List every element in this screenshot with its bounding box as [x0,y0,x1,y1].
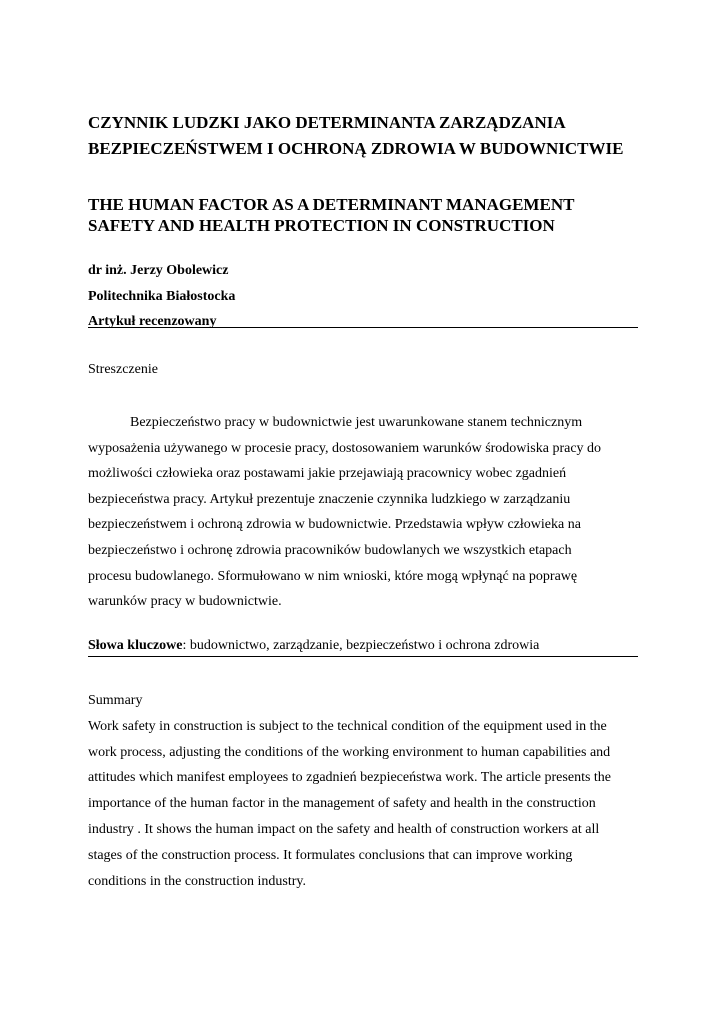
abstract-heading: Streszczenie [88,362,158,377]
summary-line: work process, adjusting the conditions of the working environment to human capabilities and [88,744,611,760]
summary-heading: Summary [88,693,143,708]
author-name: dr inż. Jerzy Obolewicz [88,263,229,278]
keywords-text: : budownictwo, zarządzanie, bezpieczeństwo i ochrona zdrowia [182,638,540,653]
abstract-line: Bezpieczeństwo pracy w budownictwie jest uwarunkowane stanem technicznym [130,415,583,430]
author-affiliation: Politechnika Białostocka [88,288,236,304]
title-polish-line-1: CZYNNIK LUDZKI JAKO DETERMINANTA ZARZĄDZANIA [88,113,566,132]
summary-body [88,688,648,894]
summary-line: importance of the human factor in the management of safety and health in the construction [88,796,596,812]
abstract-line: możliwości człowieka oraz postawami jakie przejawiają pracownicy wobec zgadnień [88,466,567,482]
summary-line: Work safety in construction is subject to the technical condition of the equipment used in the [88,718,607,734]
title-polish [88,110,648,162]
keywords [88,636,539,656]
abstract-line: warunków pracy w budownictwie. [88,594,282,610]
title-polish-line-2: BEZPIECZEŃSTWEM I OCHRONĄ ZDROWIA W BUDOWNICTWIE [88,139,624,158]
title-english-line-2: SAFETY AND HEALTH PROTECTION IN CONSTRUCTION [88,216,555,235]
abstract-line: bezpieczeństwem i ochroną zdrowia w budownictwie. Przedstawia wpływ człowieka na [88,517,581,533]
abstract-line: bezpieceństwa pracy. Artykuł prezentuje znaczenie czynnika ludzkiego w zarządzaniu [88,491,571,507]
summary-line: industry . It shows the human impact on the safety and health of construction workers at all [88,821,600,837]
title-english-line-1: THE HUMAN FACTOR AS A DETERMINANT MANAGEMENT [88,195,575,214]
summary-line: conditions in the construction industry. [88,873,307,889]
abstract-line: wyposażenia używanego w procesie pracy, dostosowaniem warunków środowiska pracy do [88,440,602,456]
abstract-line: bezpieczeństwo i ochronę zdrowia pracowników budowlanych we wszystkich etapach [88,542,572,558]
article-type: Artykuł recenzowany [88,314,217,329]
author-block [88,258,638,335]
abstract-body [88,410,648,615]
header-divider [88,327,638,328]
abstract-line: procesu budowlanego. Sformułowano w nim wnioski, które mogą wpłynąć na poprawę [88,568,578,584]
title-english [88,194,648,236]
keywords-label: Słowa kluczowe [88,638,183,653]
summary-line: stages of the construction process. It formulates conclusions that can improve working [88,847,573,863]
keywords-divider [88,656,638,657]
summary-line: attitudes which manifest employees to zgadnień bezpieceństwa work. The article presents the [88,770,612,786]
